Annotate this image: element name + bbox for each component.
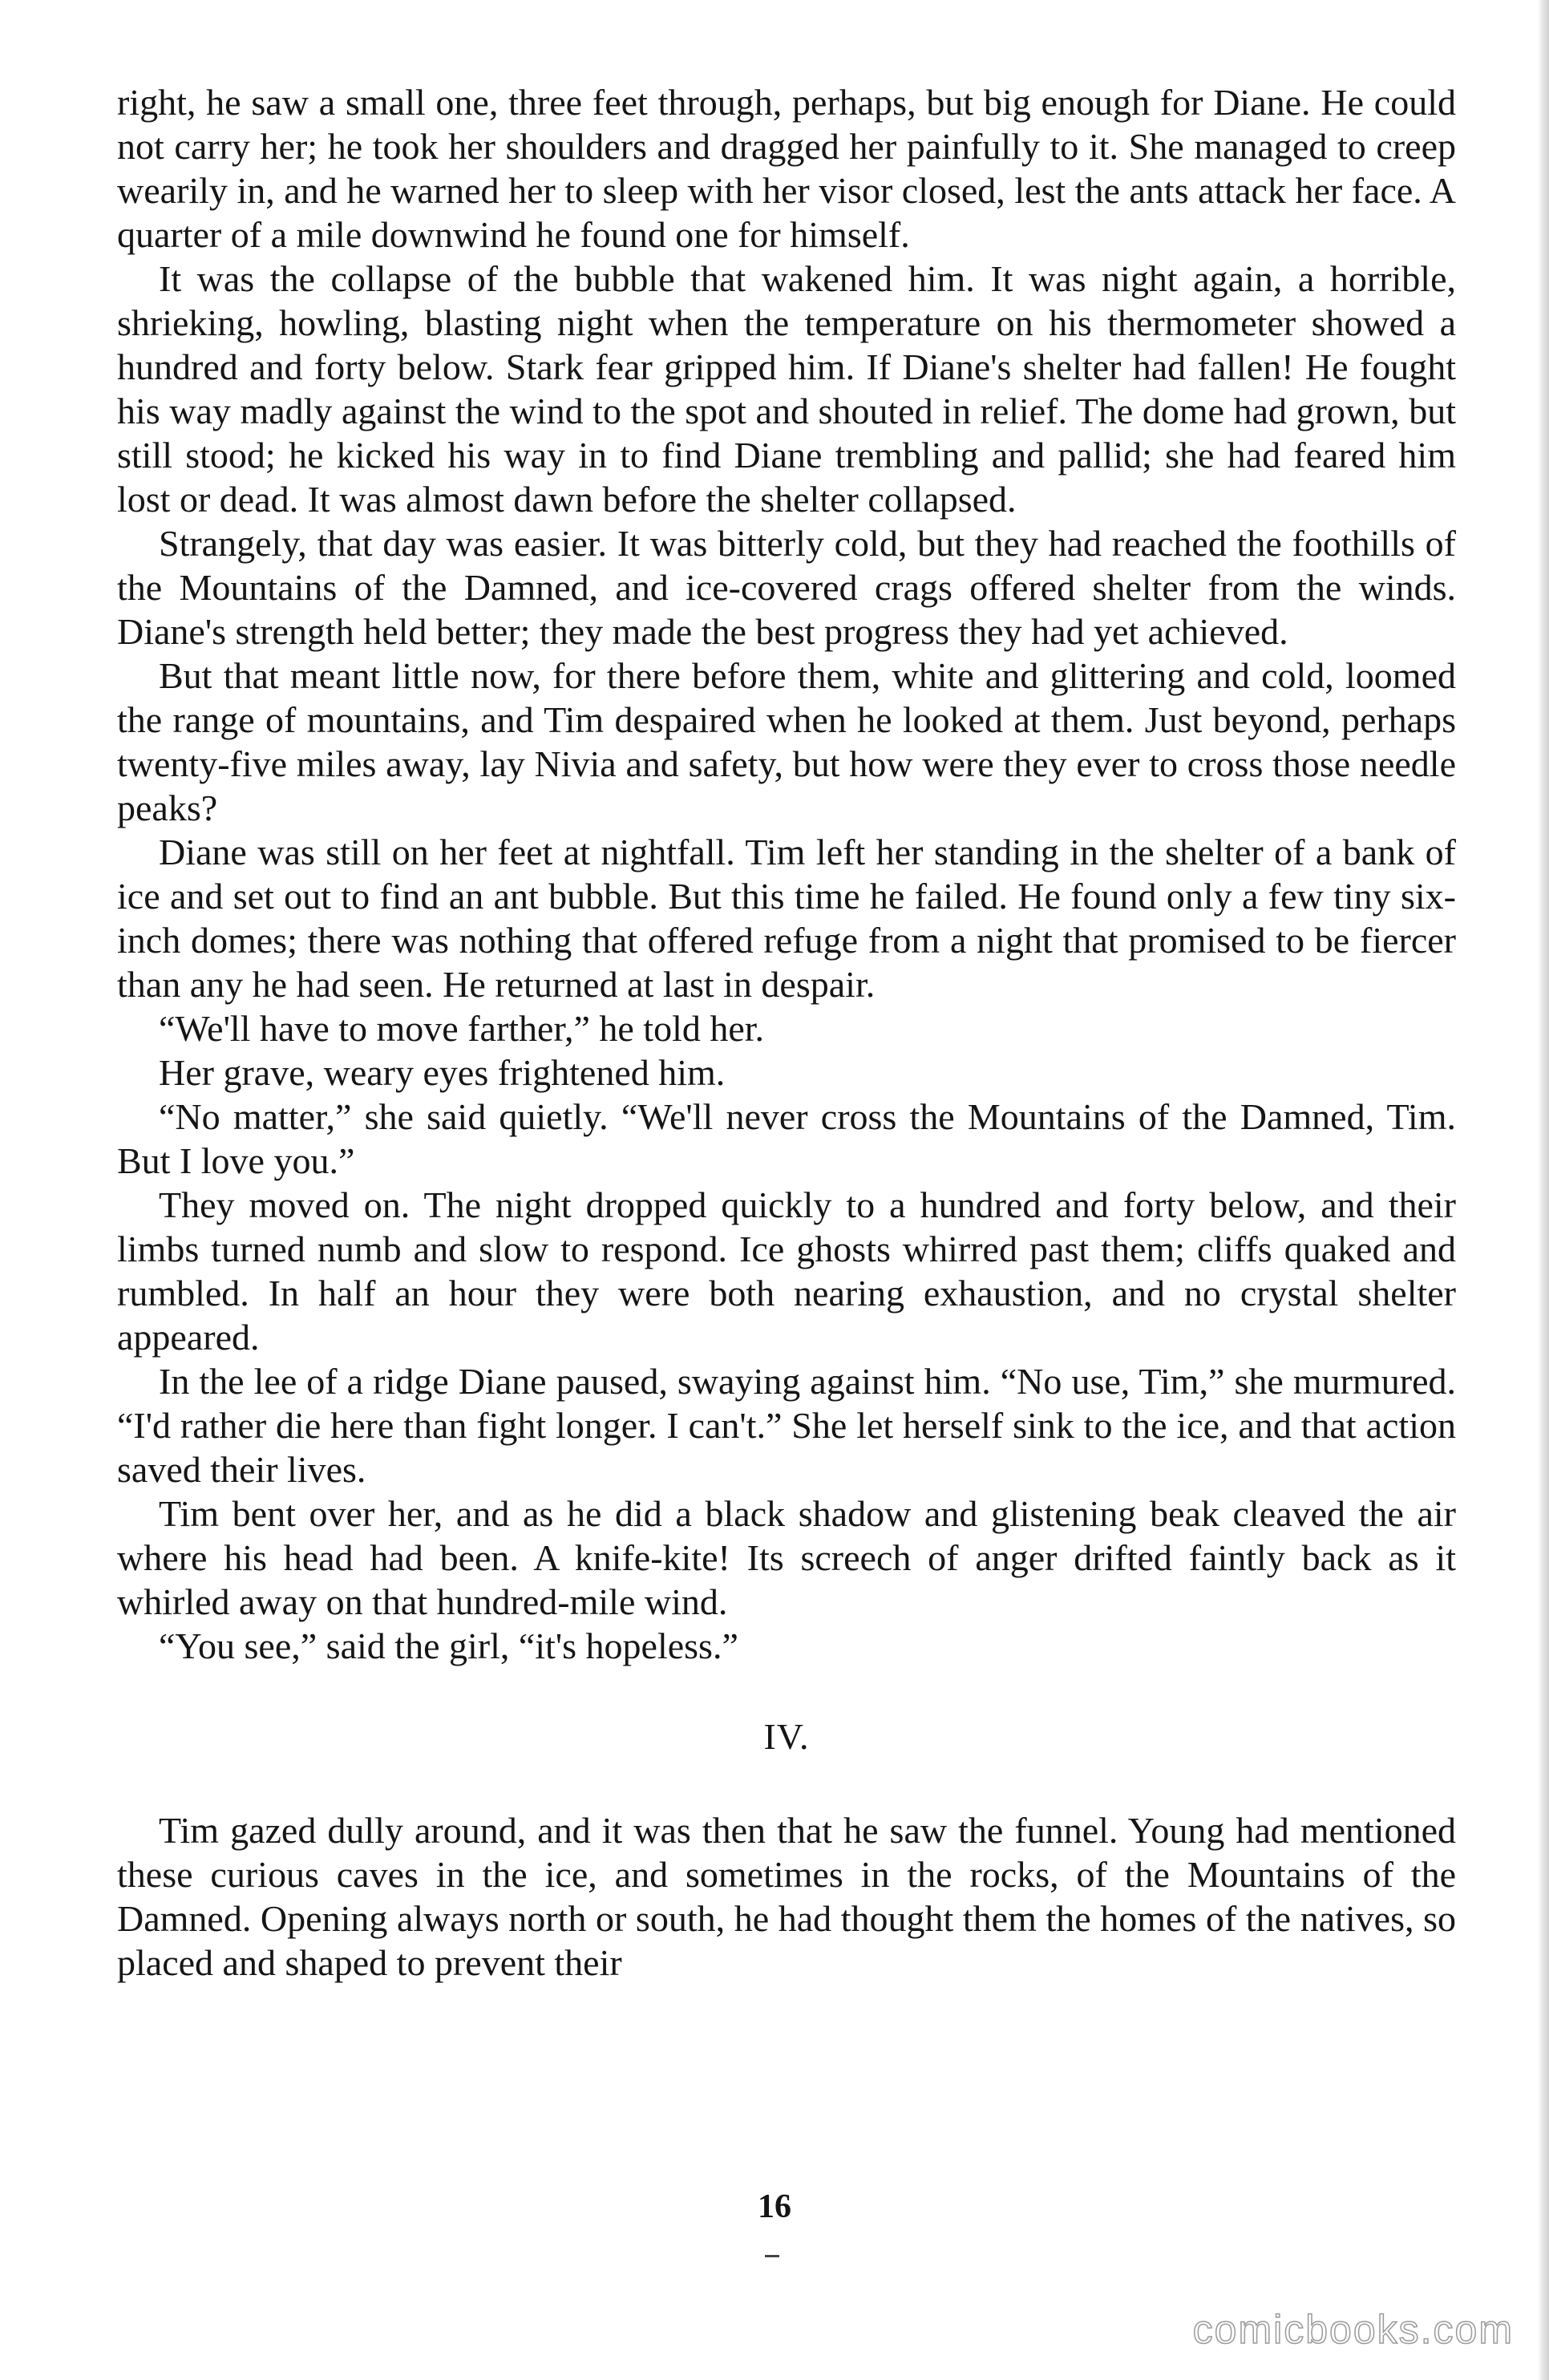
paragraph: “We'll have to move farther,” he told her. — [159, 1008, 765, 1049]
body-text — [117, 80, 1456, 1985]
scan-edge-shadow — [1538, 0, 1549, 2380]
page-number: 16 — [758, 2188, 791, 2225]
paragraph: They moved on. The night dropped quickly to a hundred and forty below, and their limbs turned numb and slow to respond. Ice ghosts whirred past them; cliffs quaked and rumbled. In half an hour they were both nearing exhaustion, and no crystal shelter appeared. — [117, 1184, 1456, 1358]
paragraph: right, he saw a small one, three feet through, perhaps, but big enough for Diane. He could not carry her; he took her shoulders and dragged her painfully to it. She managed to creep wearily in, and he warned her to sleep with her visor closed, lest the ants attack her face. A quarter of a mile downwind he found one for himself. — [117, 82, 1456, 255]
paragraph: In the lee of a ridge Diane paused, swaying against him. “No use, Tim,” she murmured. “I'd rather die here than fight longer. I can't.” She let herself sink to the ice, and that action saved their lives. — [117, 1361, 1456, 1490]
paragraphs-after-section — [117, 1808, 1456, 1985]
paragraph: Strangely, that day was easier. It was bitterly cold, but they had reached the foothills of the Mountains of the Damned, and ice-covered crags offered shelter from the winds. Diane's strength held better; they made the best progress they had yet achieved. — [117, 523, 1456, 652]
paragraph: It was the collapse of the bubble that wakened him. It was night again, a horrible, shrieking, howling, blasting night when the temperature on his thermometer showed a hundred and forty below. Stark fear gripped him. If Diane's shelter had fallen! He fought his way madly against the wind to the spot and shouted in relief. The dome had grown, but still stood; he kicked his way in to find Diane trembling and pallid; she had feared him lost or dead. It was almost dawn before the shelter collapsed. — [117, 258, 1456, 520]
paragraph: Diane was still on her feet at nightfall. Tim left her standing in the shelter of a bank of ice and set out to find an ant bubble. But this time he failed. He found only a few tiny six-inch domes; there was nothing that offered refuge from a night that promised to be fiercer than any he had seen. He returned at last in despair. — [117, 832, 1456, 1005]
paragraph: “You see,” said the girl, “it's hopeless.” — [159, 1625, 738, 1666]
paragraph: Her grave, weary eyes frightened him. — [159, 1052, 726, 1093]
paragraph: “No matter,” she said quietly. “We'll never cross the Mountains of the Damned, Tim. But I love you.” — [117, 1096, 1456, 1181]
page-number-dash — [765, 2255, 779, 2257]
paragraph: Tim gazed dully around, and it was then that he saw the funnel. Young had mentioned these curious caves in the ice, and sometimes in the rocks, of the Mountains of the Damned. Opening always north or south, he had thought them the homes of the natives, so placed and shaped to prevent their — [117, 1810, 1456, 1983]
paragraph: But that meant little now, for there before them, white and glittering and cold, loomed the range of mountains, and Tim despaired when he looked at them. Just beyond, perhaps twenty-five miles away, lay Nivia and safety, but how were they ever to cross those needle peaks? — [117, 655, 1456, 828]
site-watermark: comicbooks.com — [1192, 2307, 1514, 2352]
paragraph: Tim bent over her, and as he did a black shadow and glistening beak cleaved the air where his head had been. A knife-kite! Its screech of anger drifted faintly back as it whirled away on that hundred-mile wind. — [117, 1493, 1456, 1622]
paragraphs-before-section — [117, 80, 1456, 1668]
section-heading: IV. — [763, 1716, 810, 1757]
